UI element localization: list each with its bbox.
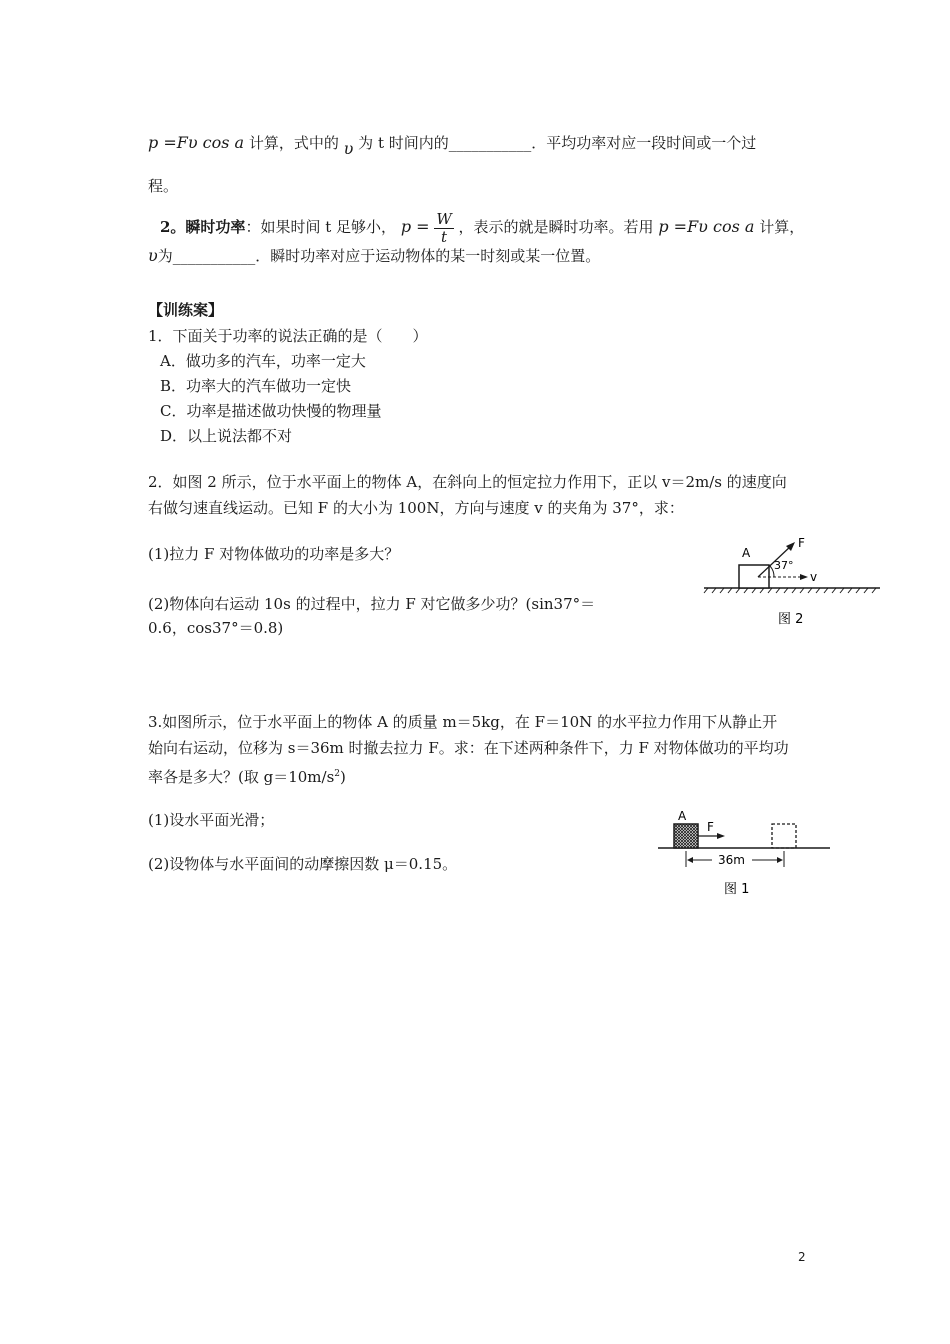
block-a-label: A <box>678 809 687 823</box>
question-1-option-b: B．功率大的汽车做功一定快 <box>160 377 352 395</box>
text: ) <box>340 768 346 786</box>
text: 计算， <box>759 218 805 236</box>
text: 为 t 时间内的___________．平均功率对应一段时间或一个过 <box>358 134 757 152</box>
training-heading: 【训练案】 <box>148 301 224 319</box>
velocity-symbol: υ <box>343 139 354 158</box>
page-number: 2 <box>798 1250 806 1264</box>
velocity-arrowhead <box>800 574 808 580</box>
text: 率各是多大？(取 g＝10m/s <box>148 768 335 786</box>
velocity-label: v <box>810 570 818 584</box>
figure-1-diagram <box>652 805 837 900</box>
instant-power-label: 2。瞬时功率 <box>160 218 246 236</box>
question-3-line-2: 始向右运动，位移为 s＝36m 时撤去拉力 F。求：在下述两种条件下，力 F 对物体做功的平均功 <box>148 739 789 757</box>
question-2-line-2: 右做匀速直线运动。已知 F 的大小为 100N，方向与速度 v 的夹角为 37°，求： <box>148 499 684 517</box>
question-2-sub-2-line-2: 0.6，cos37°＝0.8) <box>148 619 284 637</box>
block-a <box>674 824 698 848</box>
text: 计算，式中的 <box>248 134 339 152</box>
figure-2-caption: 图 2 <box>778 612 804 627</box>
velocity-symbol: υ <box>148 246 158 265</box>
power-formula: p =Fυ cos a <box>148 133 245 152</box>
question-3-line-1: 3.如图所示，位于水平面上的物体 A 的质量 m＝5kg，在 F＝10N 的水平拉力作用下从静止开 <box>148 713 778 731</box>
final-position-block <box>772 824 796 848</box>
question-2-sub-2-line-1: (2)物体向右运动 10s 的过程中，拉力 F 对它做多少功？(sin37°＝ <box>148 595 596 613</box>
question-1-stem: 1．下面关于功率的说法正确的是（ ） <box>148 327 428 345</box>
block-a-label: A <box>742 546 751 560</box>
question-1-option-d: D．以上说法都不对 <box>160 427 293 445</box>
paragraph-2-line-2 <box>148 246 600 266</box>
question-2-line-1: 2．如图 2 所示，位于水平面上的物体 A，在斜向上的恒定拉力作用下，正以 v＝2m/s 的速度向 <box>148 473 787 491</box>
p-equals: p = <box>400 217 430 236</box>
text: 为___________．瞬时功率对应于运动物体的某一时刻或某一位置。 <box>157 247 601 265</box>
text: ：如果时间 t 足够小， <box>245 218 397 236</box>
text: ，表示的就是瞬时功率。若用 <box>458 218 654 236</box>
angle-label: 37° <box>774 559 794 572</box>
question-3-sub-2: (2)设物体与水平面间的动摩擦因数 μ＝0.15。 <box>148 855 458 873</box>
paragraph-2-line-1 <box>160 208 804 246</box>
power-formula: p =Fυ cos a <box>658 217 755 236</box>
question-3-sub-1: (1)设水平面光滑； <box>148 811 275 829</box>
force-label: F <box>707 820 714 834</box>
w-over-t-fraction <box>434 211 453 246</box>
paragraph-1-line-2: 程。 <box>148 177 179 195</box>
question-1-option-a: A．做功多的汽车，功率一定大 <box>160 352 366 370</box>
question-2-sub-1: (1)拉力 F 对物体做功的功率是多大？ <box>148 545 400 563</box>
question-3-line-3 <box>148 764 346 787</box>
paragraph-1-line-1 <box>148 133 757 158</box>
superscript: 2 <box>334 769 341 779</box>
distance-label: 36m <box>718 853 745 867</box>
figure-1-caption: 图 1 <box>724 882 750 897</box>
force-arrowhead <box>717 833 725 839</box>
force-label: F <box>798 536 805 550</box>
figure-2-diagram <box>700 535 890 635</box>
fraction-numerator: W <box>436 209 452 228</box>
fraction-denominator: t <box>441 227 448 246</box>
question-1-option-c: C．功率是描述做功快慢的物理量 <box>160 402 382 420</box>
